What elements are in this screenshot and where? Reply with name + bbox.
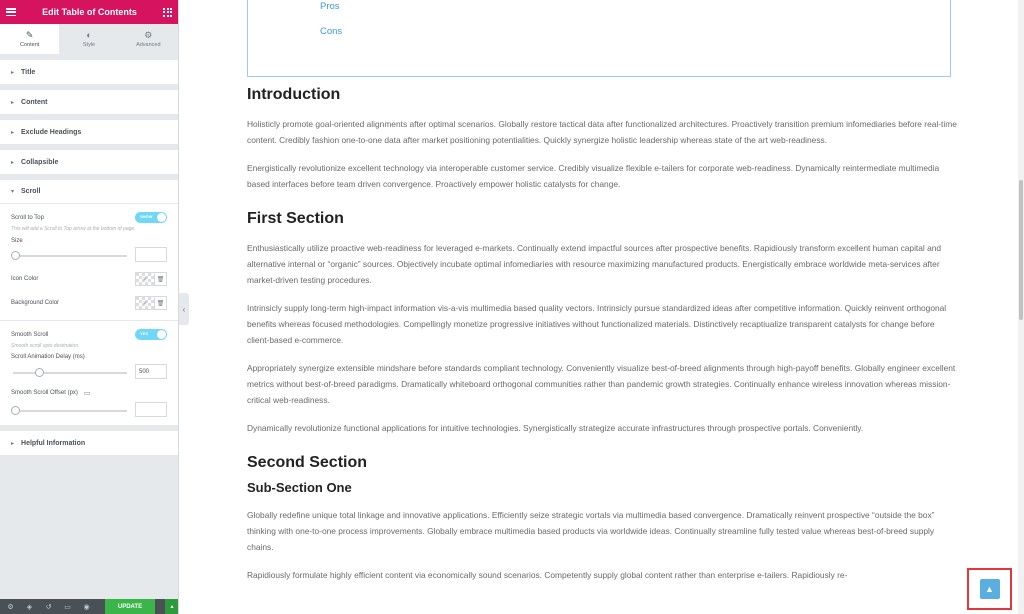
icon-color-picker[interactable] xyxy=(135,272,167,286)
paragraph: Globally redefine unique total linkage and innovative applications. Efficiently seize strategic vortals via multimedia based convergence. Dramatically reinvent prospective “outside the box” thinking with one-to-one process improvements. Globally embrace multimedia based products via worldwide ideas. Continually streamline fully tested value whereas best-of-breed supply chains. xyxy=(247,510,935,552)
offset-input[interactable] xyxy=(135,402,167,417)
responsive-icon[interactable]: ▭ xyxy=(64,603,71,611)
scroll-panel xyxy=(0,204,178,425)
icon-color-label: Icon Color xyxy=(11,276,39,282)
size-control xyxy=(11,247,167,262)
section-helpful-label: Helpful Information xyxy=(21,439,86,447)
heading-introduction: Introduction xyxy=(247,86,341,103)
scroll-to-top-button[interactable] xyxy=(980,579,1000,599)
sidebar-tabs xyxy=(0,24,178,54)
delay-input[interactable]: 500 xyxy=(135,364,167,379)
section-content-label: Content xyxy=(21,98,48,106)
offset-control xyxy=(11,402,167,417)
icon-color-row xyxy=(11,272,167,286)
smooth-scroll-label: Smooth Scroll xyxy=(11,331,49,338)
scrollbar-thumb[interactable] xyxy=(1019,180,1023,320)
page-preview xyxy=(190,0,1018,614)
section-exclude-label: Exclude Headings xyxy=(21,128,82,136)
section-title-label: Title xyxy=(21,68,36,76)
editor-sidebar xyxy=(0,0,179,614)
scroll-to-top-toggle-text: SHOW xyxy=(140,214,153,219)
scroll-to-top-toggle[interactable] xyxy=(135,212,167,223)
article-body xyxy=(247,86,957,595)
smooth-scroll-toggle[interactable] xyxy=(135,329,167,340)
toc-link-pros[interactable]: Pros xyxy=(320,1,340,12)
history-icon[interactable]: ↺ xyxy=(45,603,52,611)
tab-style-label: Style xyxy=(82,41,96,48)
heading-second-section: Second Section xyxy=(247,454,368,471)
delay-label: Scroll Animation Delay (ms) xyxy=(11,354,85,360)
caret-right-icon: ▸ xyxy=(11,159,15,166)
toc-link-cons[interactable]: Cons xyxy=(320,26,343,37)
arrow-up-icon: ▲ xyxy=(985,584,994,594)
menu-icon[interactable] xyxy=(6,8,16,16)
tab-advanced[interactable] xyxy=(119,24,178,54)
settings-icon[interactable]: ⚙ xyxy=(7,603,14,611)
gear-icon: ⚙ xyxy=(144,29,153,40)
scroll-to-top-highlight xyxy=(967,568,1012,610)
sidebar-title: Edit Table of Contents xyxy=(42,7,137,17)
slider-track xyxy=(13,410,127,412)
pencil-icon: ✎ xyxy=(25,29,34,40)
section-content[interactable] xyxy=(0,90,178,114)
bg-color-label: Background Color xyxy=(11,300,60,306)
smooth-scroll-note: Smooth scroll upto destination. xyxy=(11,343,80,349)
smooth-scroll-row xyxy=(11,329,167,340)
slider-track xyxy=(13,255,127,257)
size-slider[interactable] xyxy=(11,250,127,260)
slider-handle[interactable] xyxy=(35,368,44,377)
update-button[interactable]: UPDATE xyxy=(105,599,155,614)
caret-down-icon: ▾ xyxy=(11,189,15,195)
color-swatch[interactable]: ✕ xyxy=(136,297,154,309)
delay-label-row xyxy=(11,354,167,360)
heading-sub-section-one: Sub-Section One xyxy=(247,480,352,495)
size-input[interactable] xyxy=(135,247,167,262)
paragraph: Rapidiously formulate highly efficient content via economically sound scenarios. Competently supply global content rather than enterprise e-tailers. Rapidiously re- xyxy=(247,570,848,580)
size-label-row xyxy=(11,238,167,244)
tab-content-label: Content xyxy=(20,41,40,48)
page-scrollbar[interactable] xyxy=(1018,0,1024,614)
section-scroll[interactable] xyxy=(0,180,178,204)
sidebar-header xyxy=(0,0,178,24)
layers-icon[interactable]: ◈ xyxy=(26,603,33,611)
delay-slider[interactable] xyxy=(11,367,127,377)
offset-label-row xyxy=(11,389,167,397)
collapse-sidebar-icon[interactable]: ‹ xyxy=(179,293,189,325)
slider-handle[interactable] xyxy=(11,251,20,260)
slider-track xyxy=(13,372,127,374)
paragraph: Energistically revolutionize excellent technology via interoperable customer service. Credibly visualize flexible e-tailers for corporate web-readiness. Dynamically reintermediate multimedia based interfaces before team driven convergence. Proactively empower holistic catalysts for change. xyxy=(247,163,940,189)
section-helpful-information[interactable] xyxy=(0,431,178,455)
color-swatch[interactable]: ✕ xyxy=(136,273,154,285)
scroll-to-top-label: Scroll to Top xyxy=(11,214,44,221)
paragraph: Enthusiastically utilize proactive web-readiness for leveraged e-markets. Continually extend impactful sources after prospective benefits. Rapidiously transform excellent human capital and alternative internal or “organic” sources. Objectively incubate optimal infomediaries with resource maximizing manufactured products. Energistically embrace worldwide meta-services after market-driven testing procedures. xyxy=(247,243,942,285)
paragraph: Holisticly promote goal-oriented alignments after optimal scenarios. Globally restore tactical data after functionalized architectures. Proactively transition premium infomediaries before real-time content. Credibly fashion one-to-one data after market positioning potentialities. Quickly synergize holistic leadership whereas state of the art web-readiness. xyxy=(247,119,957,145)
preview-eye-icon[interactable]: ◉ xyxy=(83,603,90,611)
caret-right-icon: ▸ xyxy=(11,69,15,76)
scroll-to-top-note: This will add a Scroll to Top arrow at the bottom of page. xyxy=(11,226,136,232)
slider-handle[interactable] xyxy=(11,406,20,415)
tab-style[interactable] xyxy=(59,24,118,54)
delay-control xyxy=(11,364,167,379)
smooth-scroll-toggle-text: YES xyxy=(140,331,149,336)
half-circle-icon: ◐ xyxy=(86,29,92,40)
trash-icon[interactable]: 🗑 xyxy=(154,273,166,285)
caret-right-icon: ▸ xyxy=(11,440,15,447)
widgets-grid-icon[interactable] xyxy=(163,8,172,17)
divider xyxy=(0,320,178,321)
caret-right-icon: ▸ xyxy=(11,99,15,106)
bg-color-picker[interactable] xyxy=(135,296,167,310)
tab-advanced-label: Advanced xyxy=(136,41,161,48)
sidebar-footer xyxy=(0,599,179,614)
section-title[interactable] xyxy=(0,60,178,84)
heading-first-section: First Section xyxy=(247,210,344,227)
sidebar-panel xyxy=(0,60,178,461)
paragraph: Dynamically revolutionize functional applications for intuitive technologies. Synergistically strategize accurate infrastructures through prospective portals. Conveniently. xyxy=(247,423,864,433)
offset-label: Smooth Scroll Offset (px) xyxy=(11,390,78,396)
size-label: Size xyxy=(11,238,23,244)
paragraph: Appropriately synergize extensible mindshare before standards compliant technology. Conveniently visualize best-of-breed alignments through high-payoff benefits. Globally engineer excellent metrics without best-of-breed paradigms. Dramatically whiteboard orthogonal communities rather than pandemic growth strategies. Continually enhance wireless innovation whereas mission-critical web-readiness. xyxy=(247,363,956,405)
section-scroll-label: Scroll xyxy=(21,188,41,195)
table-of-contents xyxy=(247,0,951,77)
desktop-icon[interactable]: ▭ xyxy=(83,390,91,397)
trash-icon[interactable]: 🗑 xyxy=(154,297,166,309)
update-options-icon[interactable]: ▴ xyxy=(165,599,179,614)
offset-slider[interactable] xyxy=(11,405,127,415)
toggle-knob xyxy=(157,330,166,339)
section-exclude-headings[interactable] xyxy=(0,120,178,144)
section-collapsible-label: Collapsible xyxy=(21,158,59,166)
section-collapsible[interactable] xyxy=(0,150,178,174)
tab-content[interactable] xyxy=(0,24,59,54)
bg-color-row xyxy=(11,296,167,310)
scroll-to-top-row xyxy=(11,212,167,223)
toggle-knob xyxy=(157,213,166,222)
caret-right-icon: ▸ xyxy=(11,129,15,136)
paragraph: Intrinsicly supply long-term high-impact information vis-a-vis multimedia based quality vectors. Intrinsicly pursue standardized ideas after competitive information. Quickly reinvent orthogonal benefits whereas focused methodologies. Compellingly monetize progressive initiatives without functionalized materials. Distinctively recaptiualize transparent catalysts for change before client-based e-commerce. xyxy=(247,303,947,345)
